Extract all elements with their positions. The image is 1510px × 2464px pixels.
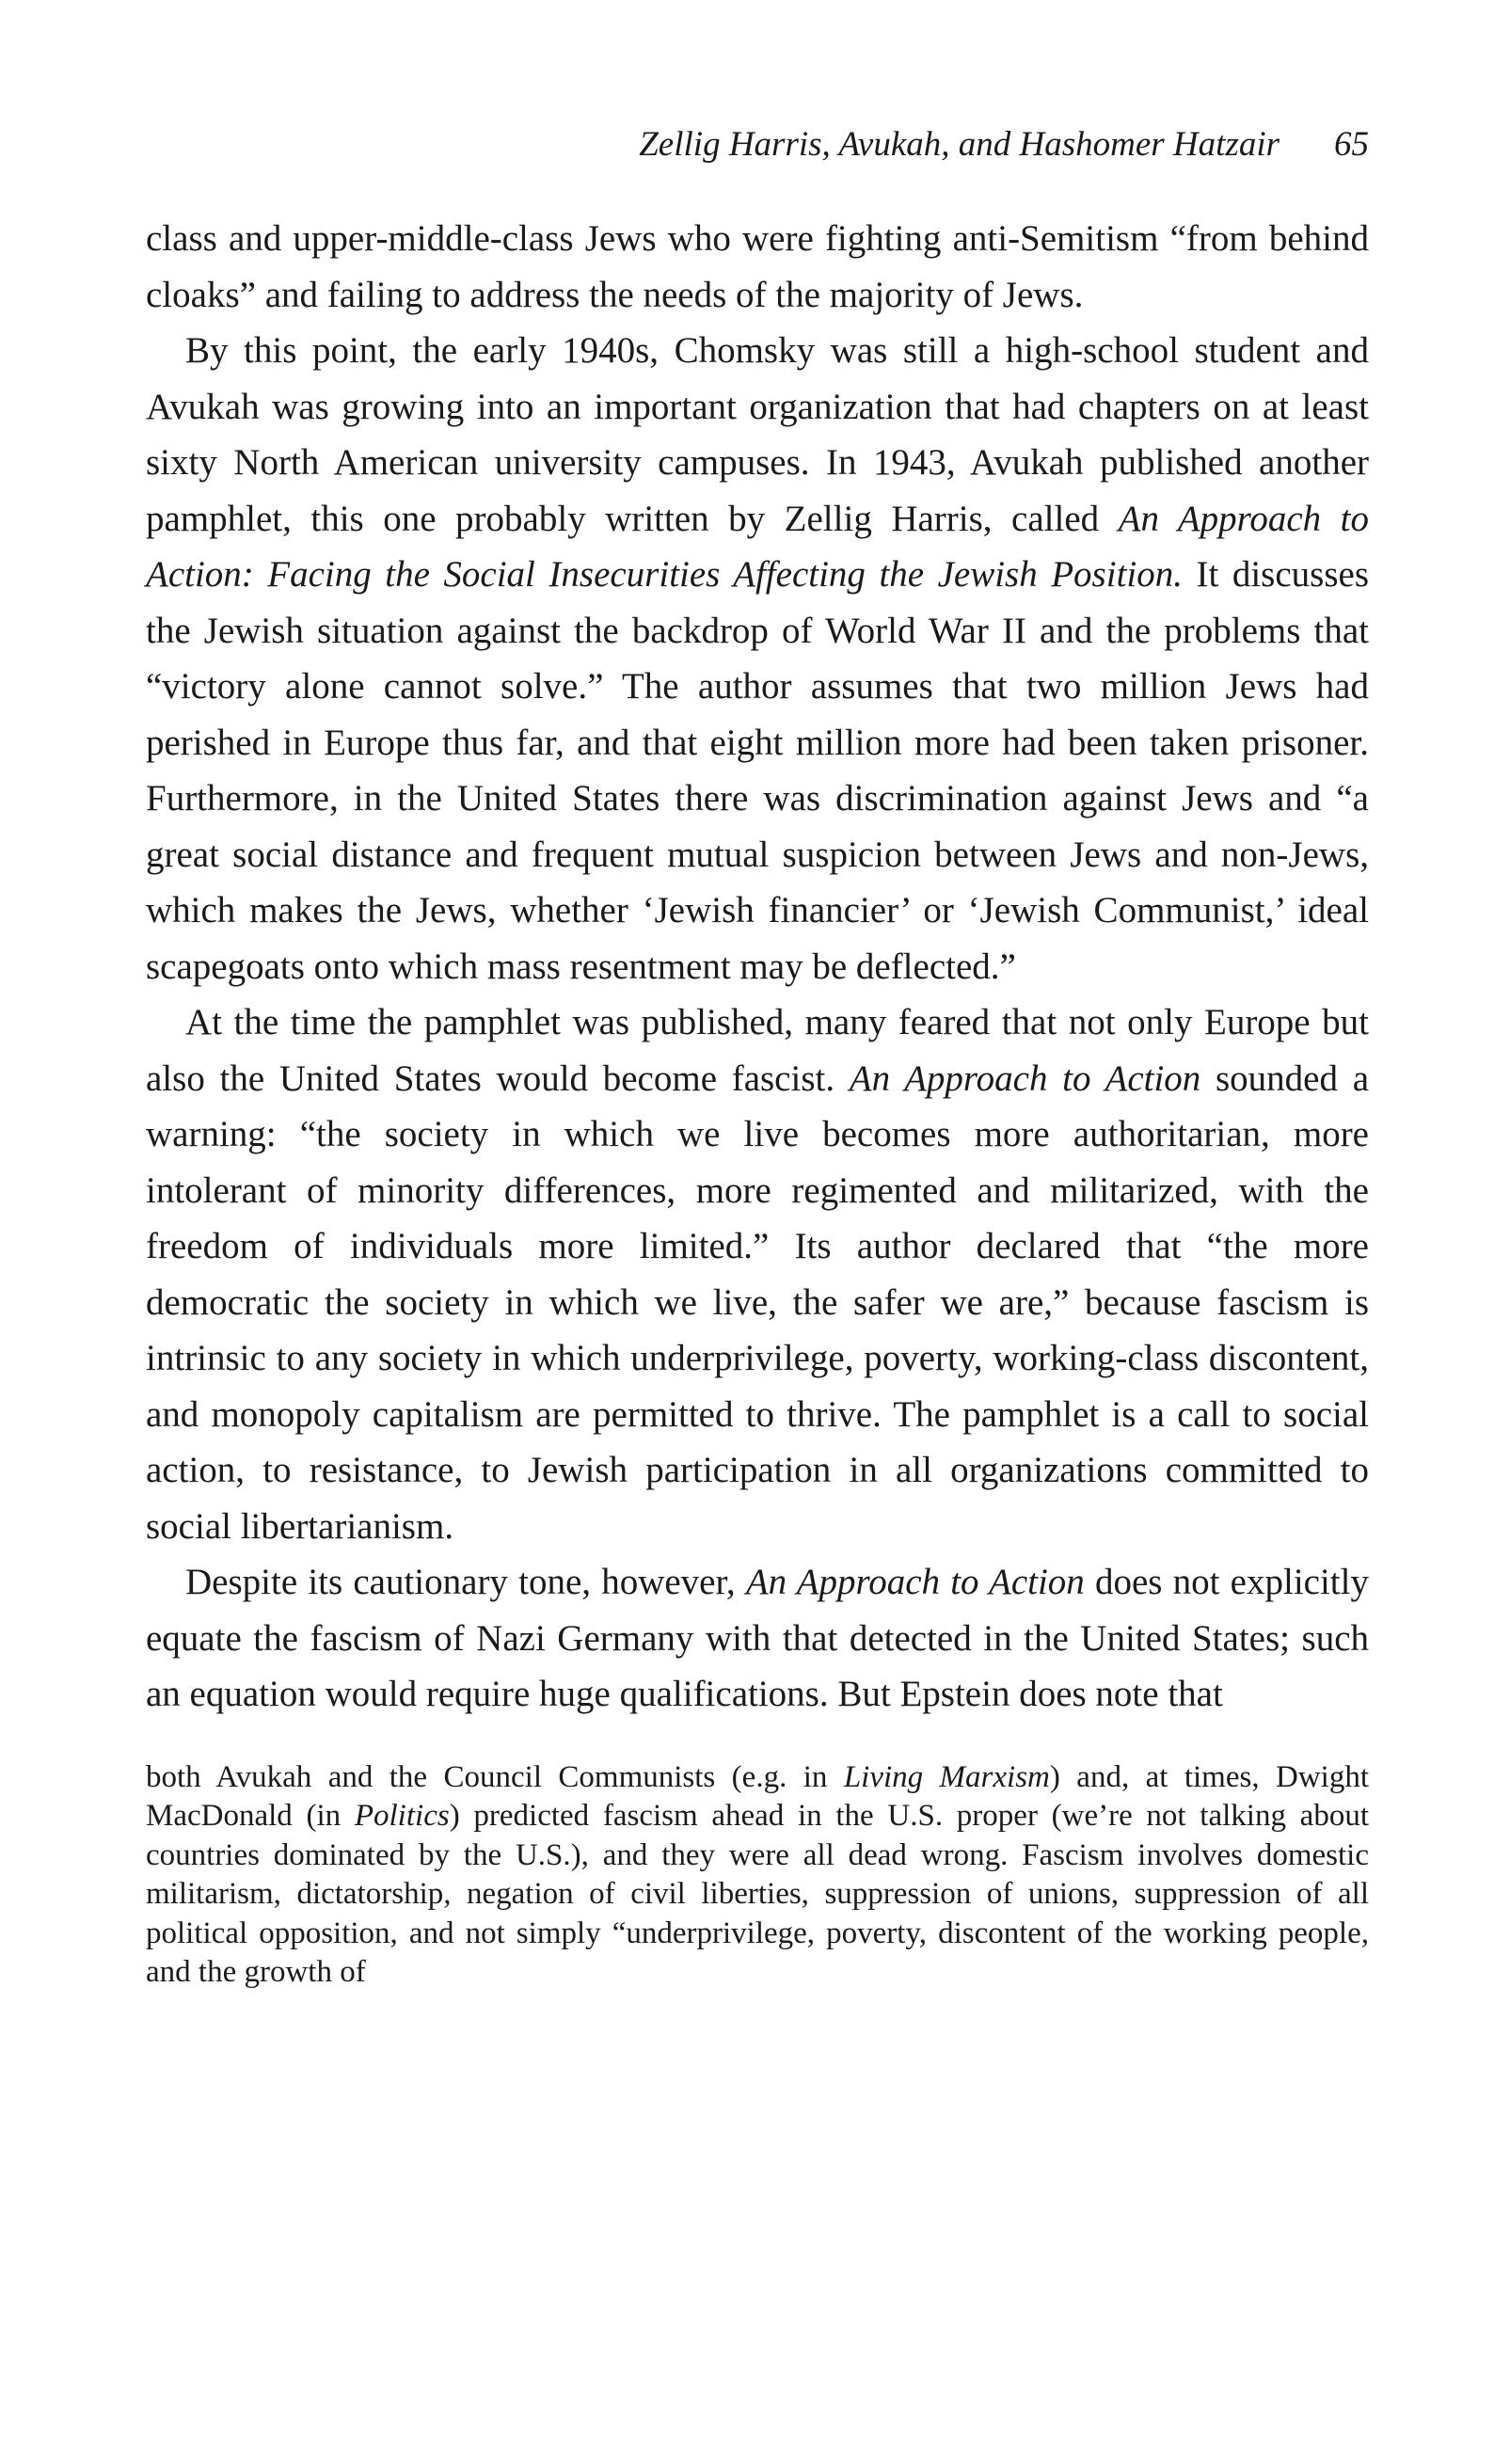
paragraph-3 <box>146 994 1369 1554</box>
text-segment: By this point, the early 1940s, Chomsky was still a high-school student and Avukah was growing into an important organization that had chapters on at least sixty North American university campuses. In 1943, Avukah published another pamphlet, this one probably written by Zellig Harris, called <box>146 330 1369 539</box>
running-head-title: Zellig Harris, Avukah, and Hashomer Hatzair <box>639 125 1280 164</box>
publication-title: Politics <box>354 1799 450 1833</box>
paragraph-4 <box>146 1554 1369 1723</box>
text-segment: Despite its cautionary tone, however, <box>185 1562 746 1602</box>
pamphlet-title: An Approach to Action <box>849 1057 1201 1099</box>
pamphlet-title: An Approach to Action <box>745 1562 1085 1602</box>
block-quote-paragraph <box>146 1758 1369 1993</box>
text-segment: does not explicitly equate the fascism of Nazi Germany with that detected in the United States; such an equation would require huge qualifications. But Epstein does note that <box>146 1562 1369 1714</box>
text-segment: class and upper-middle-class Jews who were fighting anti-Semitism “from behind cloaks” and failing to address the needs of the majority of Jews. <box>146 218 1369 315</box>
block-quote <box>146 1758 1369 1993</box>
text-segment: It discusses the Jewish situation against the backdrop of World War II and the problems that “victory alone cannot solve.” The author assumes that two million Jews had perished in Europe thus far, and that eight million more had been taken prisoner. Furthermore, in the United States there was discrimination against Jews and “a great social distance and frequent mutual suspicion between Jews and non-Jews, which makes the Jews, whether ‘Jewish financier’ or ‘Jewish Communist,’ ideal scapegoats onto which mass resentment may be deflected.” <box>146 554 1369 987</box>
text-segment: ) and, at times, Dwight MacDonald (in <box>146 1759 1369 1833</box>
publication-title: Living Marxism <box>843 1759 1050 1794</box>
running-head <box>146 113 1369 169</box>
text-segment: ) predicted fascism ahead in the U.S. proper (we’re not talking about countries dominated by the U.S.), and they were all dead wrong. Fascism involves domestic militarism, dictatorship, negation of civil liberties, suppression of unions, suppression of all political opposition, and not simply “underprivilege, poverty, discontent of the working people, and the growth of <box>146 1799 1369 1989</box>
pamphlet-title: An Approach to Action: Facing the Social Insecurities Affecting the Jewish Position. <box>146 498 1369 595</box>
text-segment: both Avukah and the Council Communists (e.g. in <box>146 1759 844 1794</box>
book-page <box>146 113 1369 1993</box>
text-segment: At the time the pamphlet was published, many feared that not only Europe but also the United States would become fascist. <box>146 1002 1369 1099</box>
paragraph-2 <box>146 323 1369 994</box>
body-text <box>146 211 1369 1723</box>
paragraph-1 <box>146 211 1369 323</box>
page-number: 65 <box>1334 125 1369 164</box>
text-segment: sounded a warning: “the society in which we live becomes more authoritarian, more intolerant of minority differences, more regimented and militarized, with the freedom of individuals more limited.” Its author declared that “the more democratic the society in which we live, the safer we are,” because fascism is intrinsic to any society in which underprivilege, poverty, working-class discontent, and monopoly capitalism are permitted to thrive. The pamphlet is a call to social action, to resistance, to Jewish participation in all organizations committed to social libertarianism. <box>146 1057 1370 1547</box>
